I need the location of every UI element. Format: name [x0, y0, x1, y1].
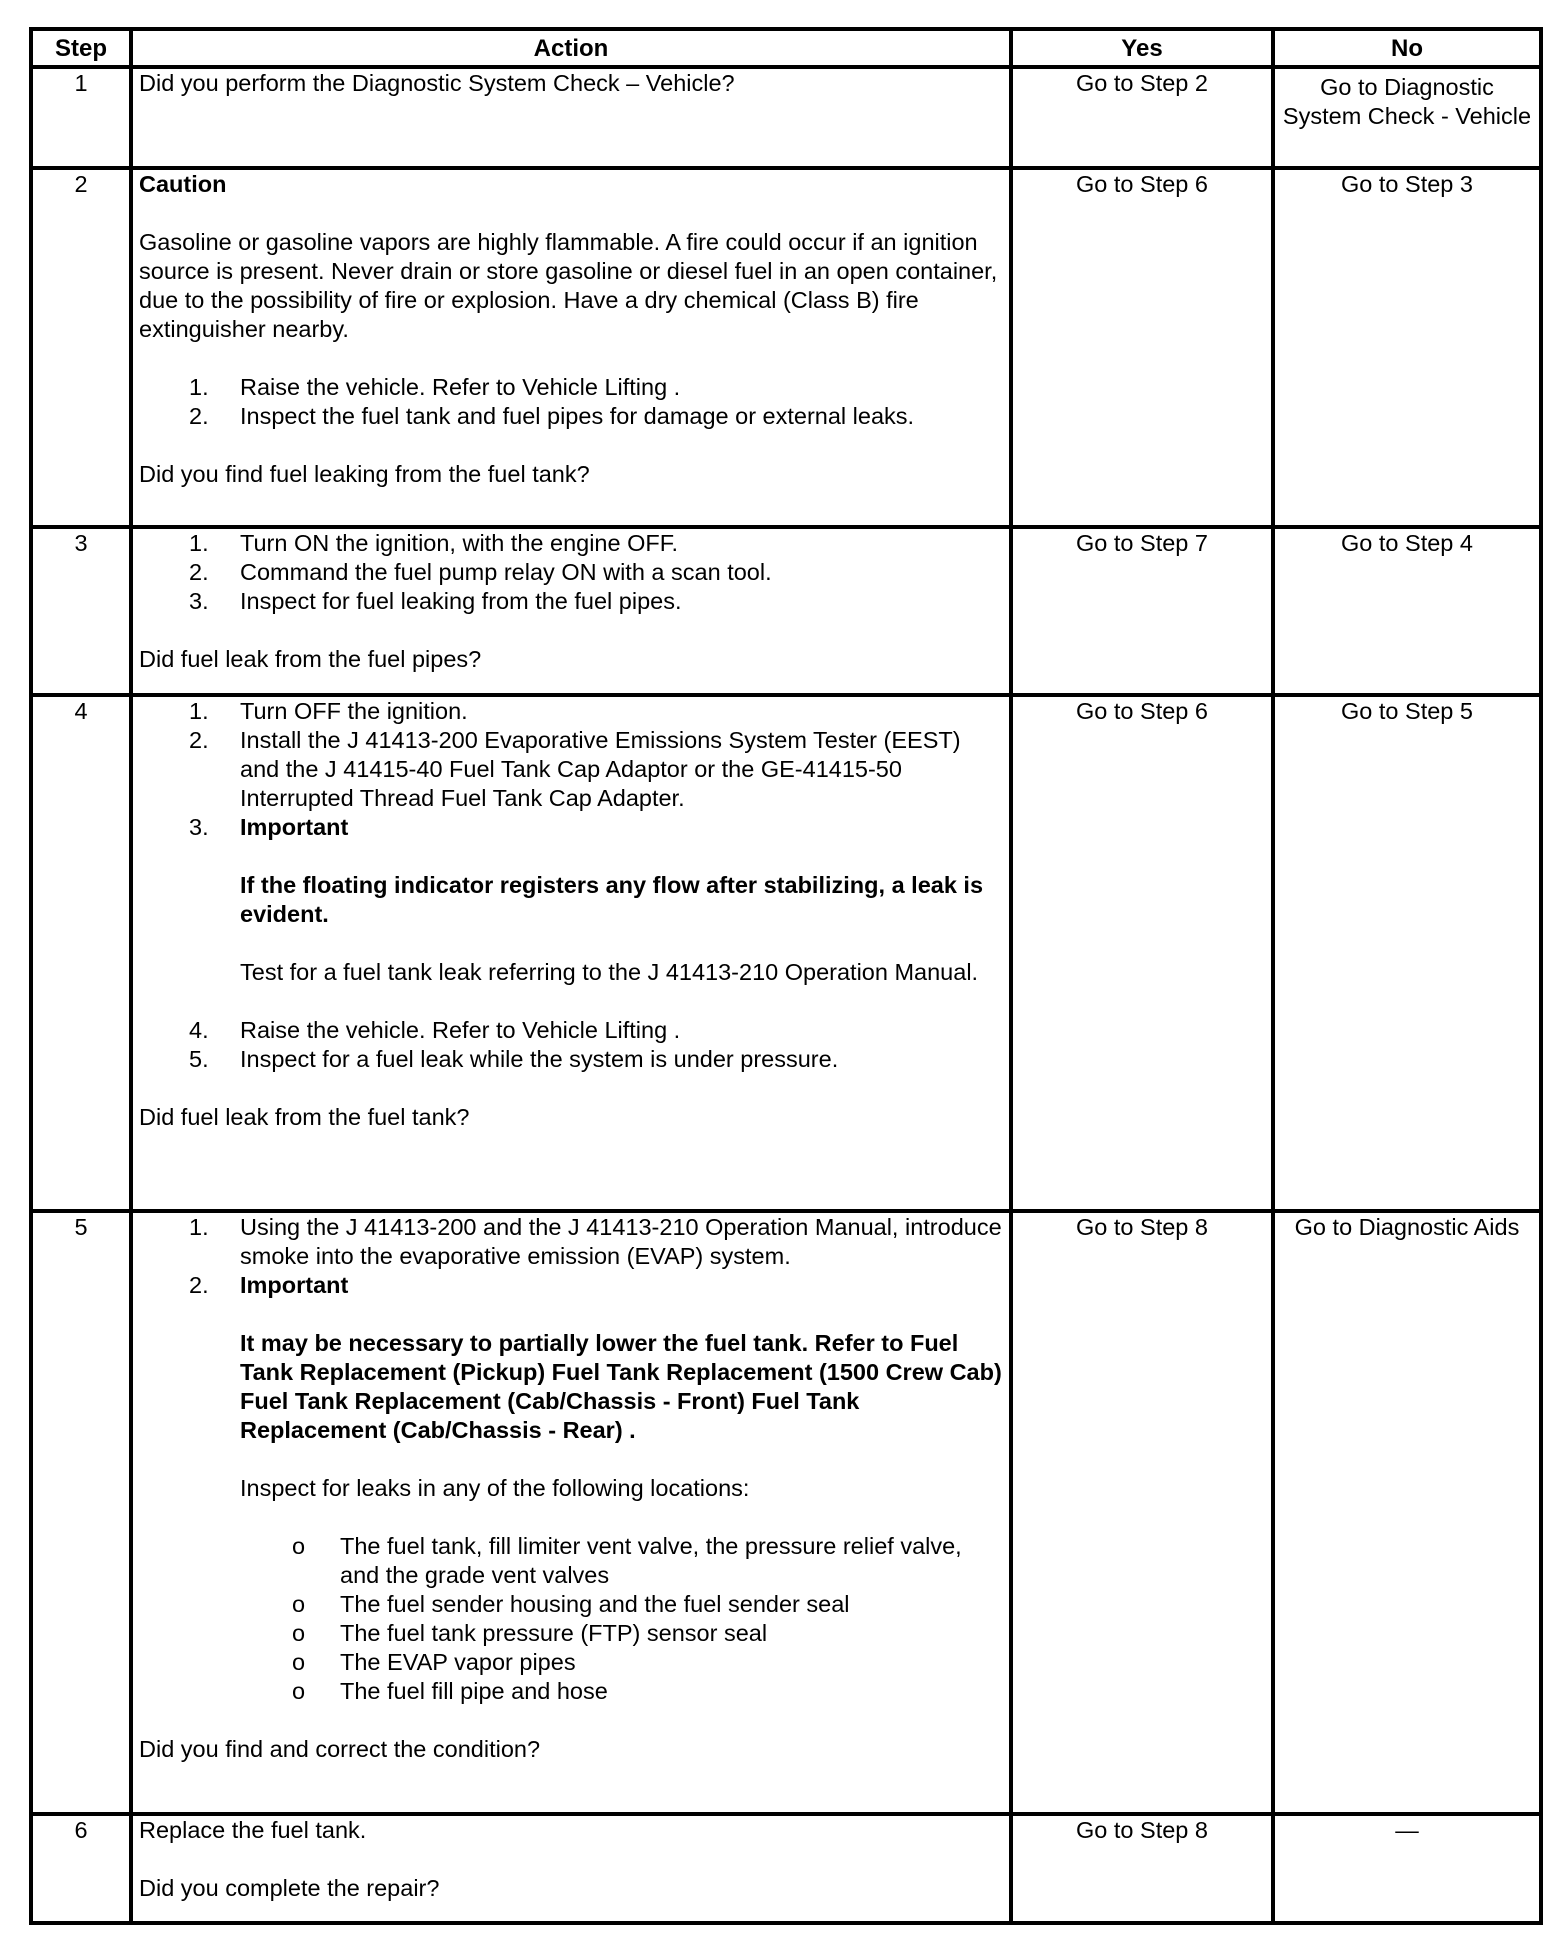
step-row-2	[31, 168, 1541, 527]
bullet-item: o The fuel fill pipe and hose	[292, 1678, 608, 1704]
important-note: If the floating indicator registers any flow after stabilizing, a leak is evident.	[240, 872, 984, 927]
step-question: Did you perform the Diagnostic System Check – Vehicle?	[139, 70, 735, 96]
action-cell	[131, 695, 1011, 1211]
location-list	[240, 1532, 1003, 1706]
yes-cell: Go to Step 6	[1011, 695, 1273, 1211]
bullet-item: o The fuel tank pressure (FTP) sensor seal	[292, 1620, 768, 1646]
step-number: 1	[31, 67, 131, 168]
procedure-list	[139, 697, 1003, 1074]
list-item: 2. Command the fuel pump relay ON with a scan tool.	[189, 559, 772, 585]
list-item: 1. Turn ON the ignition, with the engine OFF.	[189, 530, 679, 556]
list-item: 2. Install the J 41413-200 Evaporative Emissions System Tester (EEST) and the J 41415-40 Fuel Tank Cap Adaptor or the GE-41415-50 Interrupted Thread Fuel Tank Cap Adapter.	[189, 727, 961, 811]
procedure-list	[139, 373, 1003, 431]
bullet-item: o The fuel tank, fill limiter vent valve, the pressure relief valve, and the grade vent valves	[292, 1533, 962, 1588]
step-number: 4	[31, 695, 131, 1211]
step-number: 2	[31, 168, 131, 527]
step-question: Did you find and correct the condition?	[139, 1736, 541, 1762]
step-question: Did fuel leak from the fuel tank?	[139, 1104, 470, 1130]
list-item: 1. Using the J 41413-200 and the J 41413-210 Operation Manual, introduce smoke into the evaporative emission (EVAP) system.	[189, 1214, 1002, 1269]
step-number: 6	[31, 1814, 131, 1923]
header-row	[31, 29, 1541, 67]
yes-cell: Go to Step 6	[1011, 168, 1273, 527]
bullet-item: o The fuel sender housing and the fuel sender seal	[292, 1591, 850, 1617]
list-item-text: Test for a fuel tank leak referring to the J 41413-210 Operation Manual.	[240, 959, 979, 985]
procedure-list	[139, 1213, 1003, 1706]
list-item: 2. Inspect the fuel tank and fuel pipes for damage or external leaks.	[189, 403, 915, 429]
header-yes: Yes	[1011, 29, 1273, 67]
list-item: 3. Important If the floating indicator registers any flow after stabilizing, a leak is evident. Test for a fuel tank leak referring to the J 41413-210 Operation Manual.	[139, 813, 1003, 1016]
yes-cell: Go to Step 8	[1011, 1814, 1273, 1923]
list-item: 5. Inspect for a fuel leak while the system is under pressure.	[189, 1046, 839, 1072]
action-cell	[131, 1211, 1011, 1814]
yes-cell: Go to Step 8	[1011, 1211, 1273, 1814]
no-cell: —	[1273, 1814, 1541, 1923]
caution-text: Gasoline or gasoline vapors are highly flammable. A fire could occur if an ignition source is present. Never drain or store gasoline or diesel fuel in an open container, due to the possibility of fire or explosion. Have a dry chemical (Class B) fire extinguisher nearby.	[139, 229, 998, 342]
step-question: Did you find fuel leaking from the fuel tank?	[139, 461, 590, 487]
step-number: 5	[31, 1211, 131, 1814]
list-item: 1. Turn OFF the ignition.	[189, 698, 468, 724]
step-question: Did fuel leak from the fuel pipes?	[139, 646, 482, 672]
no-cell: Go to Diagnostic Aids	[1273, 1211, 1541, 1814]
no-cell: Go to Step 5	[1273, 695, 1541, 1211]
important-label: Important	[240, 1272, 349, 1298]
list-item: 1. Raise the vehicle. Refer to Vehicle Lifting .	[189, 374, 681, 400]
step-row-4	[31, 695, 1541, 1211]
step-question: Did you complete the repair?	[139, 1875, 440, 1901]
procedure-list	[139, 529, 1003, 616]
header-no: No	[1273, 29, 1541, 67]
no-cell: Go to Step 4	[1273, 527, 1541, 695]
step-text: Replace the fuel tank.	[139, 1817, 367, 1843]
list-item-text: Inspect for leaks in any of the following locations:	[240, 1475, 750, 1501]
list-item: 3. Inspect for fuel leaking from the fuel pipes.	[189, 588, 682, 614]
caution-title: Caution	[139, 171, 227, 197]
step-row-3	[31, 527, 1541, 695]
header-action: Action	[131, 29, 1011, 67]
list-item: 4. Raise the vehicle. Refer to Vehicle Lifting .	[189, 1017, 681, 1043]
no-cell: Go to Diagnostic System Check - Vehicle	[1273, 67, 1541, 168]
important-note: It may be necessary to partially lower the fuel tank. Refer to Fuel Tank Replacement (Pickup) Fuel Tank Replacement (1500 Crew Cab) Fuel Tank Replacement (Cab/Chassis - Front) Fuel Tank Replacement (Cab/Chassis - Rear) .	[240, 1330, 1002, 1443]
step-number: 3	[31, 527, 131, 695]
important-label: Important	[240, 814, 349, 840]
action-cell	[131, 527, 1011, 695]
list-item: 2. Important It may be necessary to partially lower the fuel tank. Refer to Fuel Tank Replacement (Pickup) Fuel Tank Replacement (1500 Crew Cab) Fuel Tank Replacement (Cab/Chassis - Front) Fuel Tank Replacement (Cab/Chassis - Rear) . Inspect for leaks in any of the following locations: o The fuel tank, fill limiter vent valve, the pressure relief valve, and the grade vent valves o The fuel sender housing and the fuel sender seal o The fuel tank pressure (FTP) sensor seal o The EVAP vapor pipes o The fuel fill pipe and hose	[189, 1272, 1002, 1704]
header-step: Step	[31, 29, 131, 67]
bullet-item: o The EVAP vapor pipes	[292, 1649, 576, 1675]
action-cell	[131, 67, 1011, 168]
yes-cell: Go to Step 2	[1011, 67, 1273, 168]
step-row-5	[31, 1211, 1541, 1814]
yes-cell: Go to Step 7	[1011, 527, 1273, 695]
no-cell: Go to Step 3	[1273, 168, 1541, 527]
step-row-1	[31, 67, 1541, 168]
action-cell	[131, 1814, 1011, 1923]
action-cell	[131, 168, 1011, 527]
diagnostic-table	[29, 27, 1543, 1925]
step-row-6	[31, 1814, 1541, 1923]
